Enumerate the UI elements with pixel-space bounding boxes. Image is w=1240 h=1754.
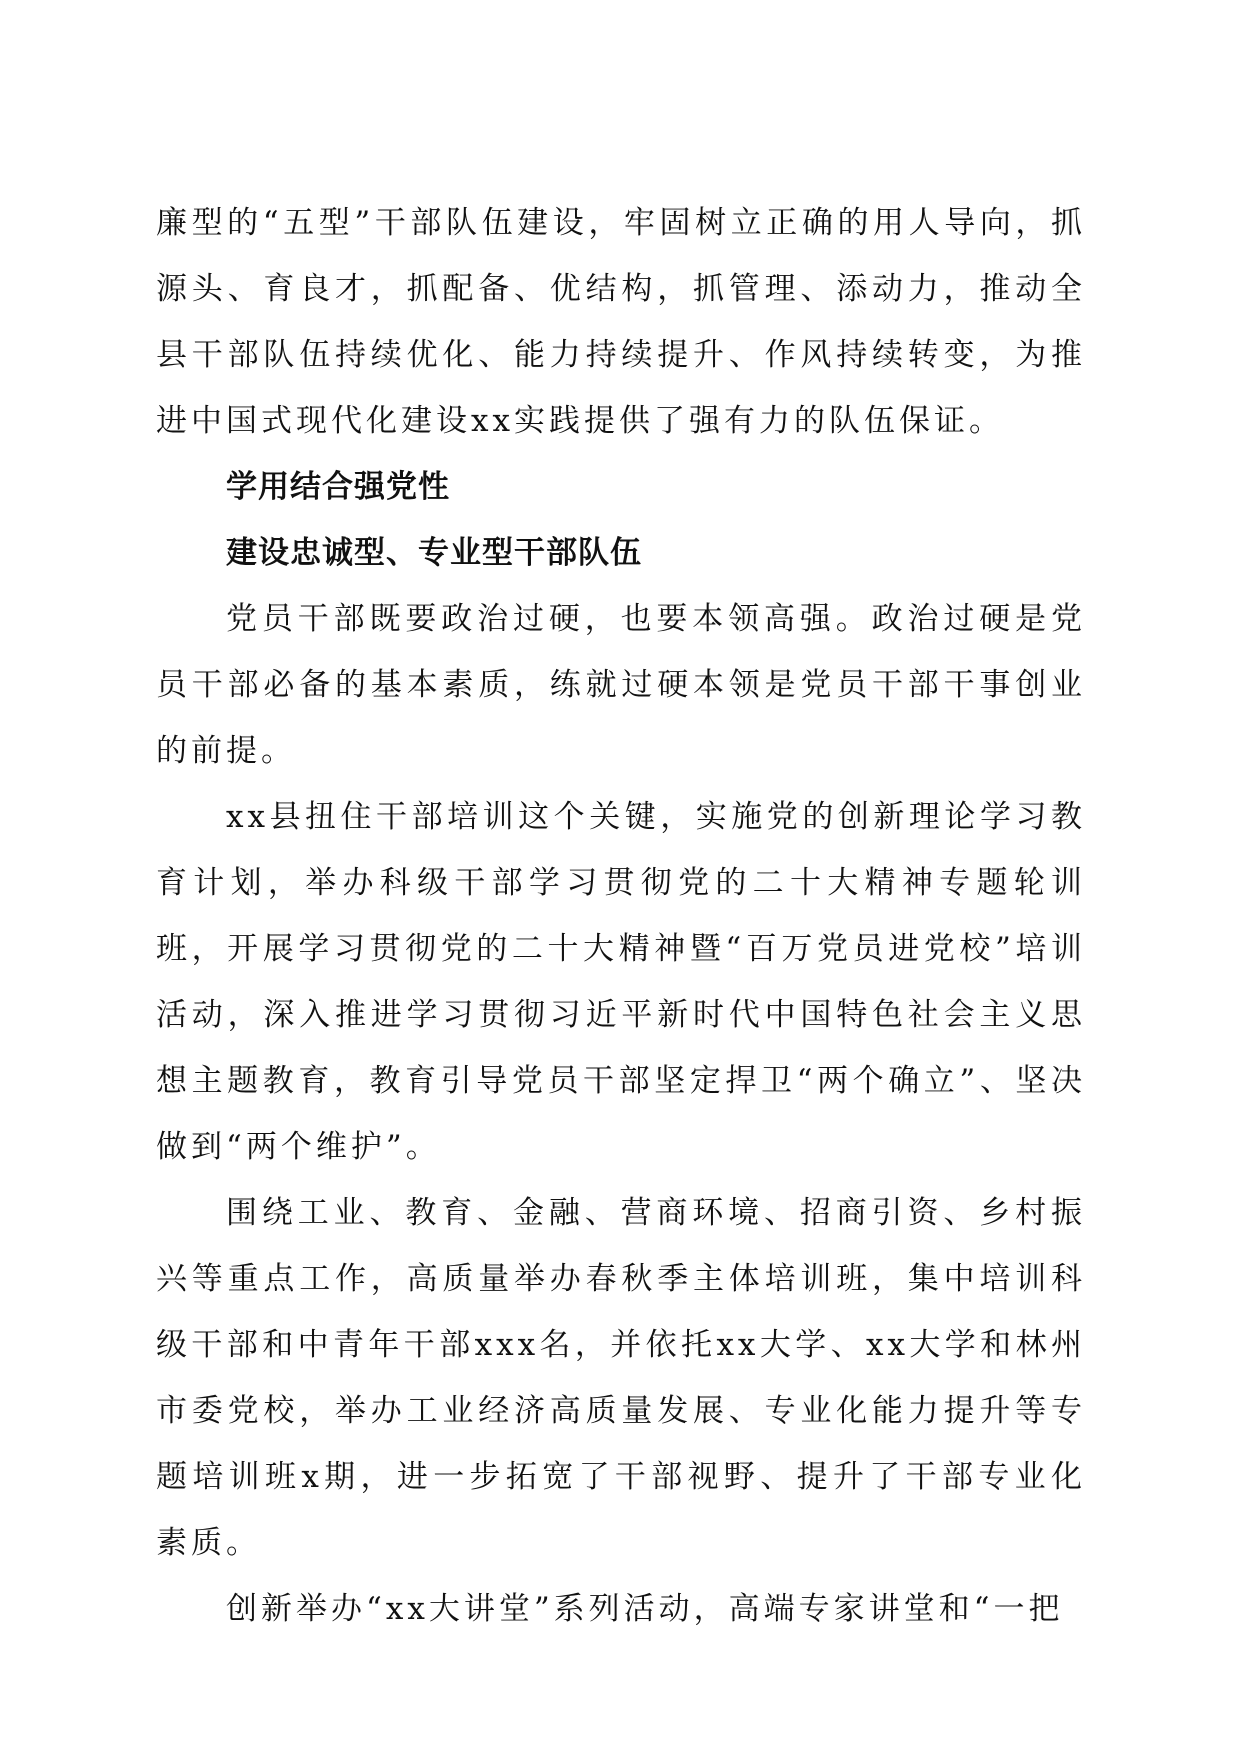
section-heading: 学用结合强党性 bbox=[226, 469, 450, 505]
paragraph: xx县扭住干部培训这个关键，实施党的创新理论学习教育计划，举办科级干部学习贯彻党的二十大精神专题轮训班，开展学习贯彻党的二十大精神暨“百万党员进党校”培训活动，深入推进学习贯彻习近平新时代中国特色社会主义思想主题教育，教育引导党员干部坚定捍卫“两个确立”、坚决做到“两个维护”。 bbox=[156, 799, 1086, 1165]
paragraph-continuation: 廉型的“五型”干部队伍建设，牢固树立正确的用人导向，抓源头、育良才，抓配备、优结构，抓管理、添动力，推动全县干部队伍持续优化、能力持续提升、作风持续转变，为推进中国式现代化建设xx实践提供了强有力的队伍保证。 bbox=[156, 205, 1086, 439]
document-body bbox=[156, 190, 1086, 1642]
paragraph: 党员干部既要政治过硬，也要本领高强。政治过硬是党员干部必备的基本素质，练就过硬本领是党员干部干事创业的前提。 bbox=[156, 601, 1086, 769]
paragraph: 创新举办“xx大讲堂”系列活动，高端专家讲堂和“一把 bbox=[226, 1591, 1064, 1627]
paragraph: 围绕工业、教育、金融、营商环境、招商引资、乡村振兴等重点工作，高质量举办春秋季主体培训班，集中培训科级干部和中青年干部xxx名，并依托xx大学、xx大学和林州市委党校，举办工业经济高质量发展、专业化能力提升等专题培训班x期，进一步拓宽了干部视野、提升了干部专业化素质。 bbox=[156, 1195, 1086, 1561]
section-subheading: 建设忠诚型、专业型干部队伍 bbox=[226, 535, 642, 571]
